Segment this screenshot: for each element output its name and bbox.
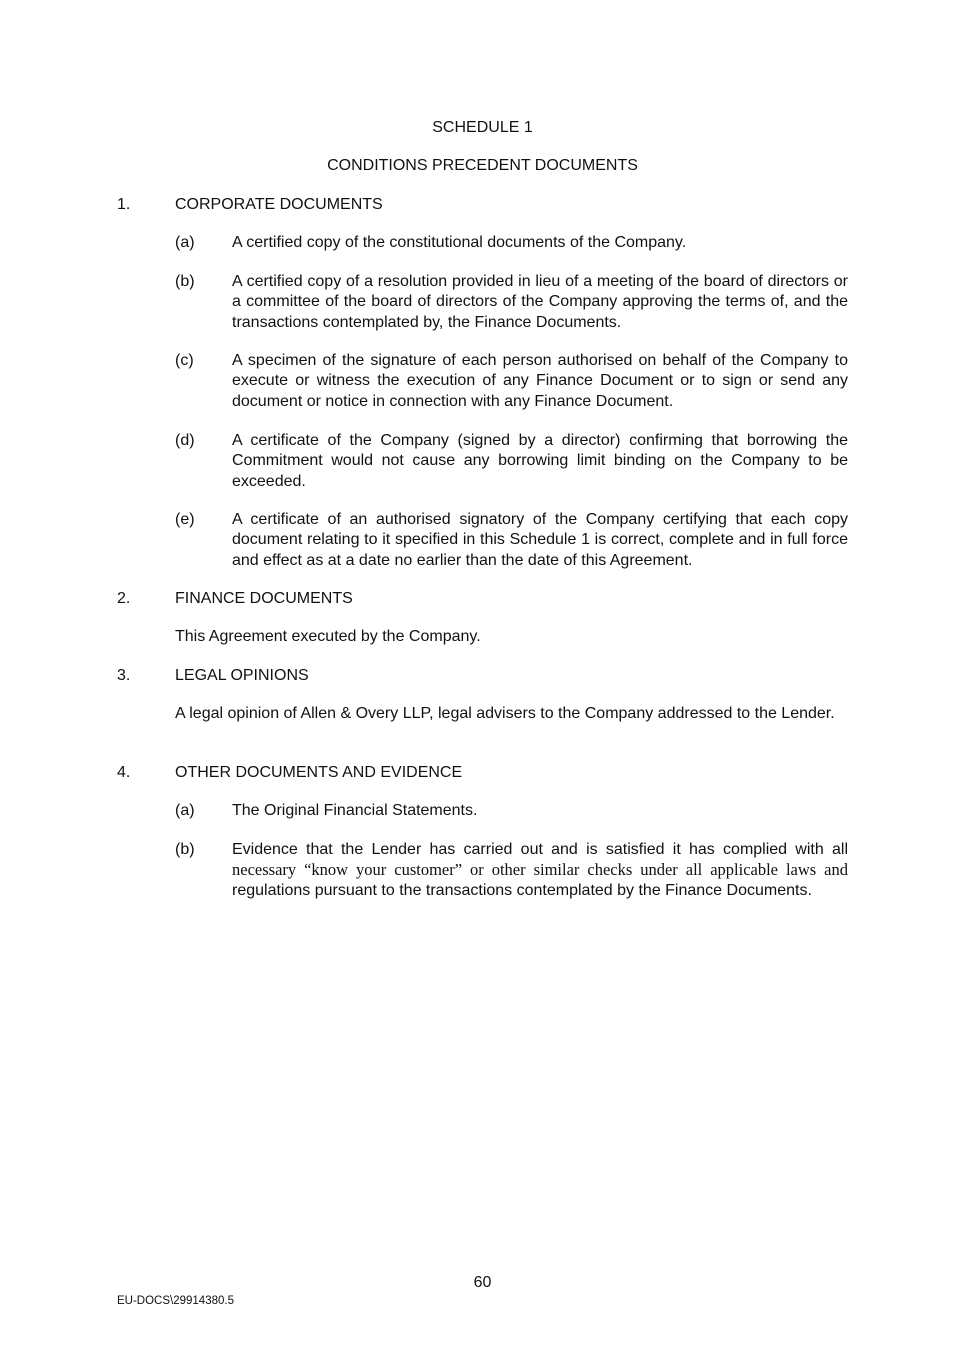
section-2-number: 2. [117,590,131,607]
section-1-item-e-text: A certificate of an authorised signatory of the Company certifying that each copy document relating to it specified in this Schedule 1 is correct, complete and in full force and effect as at a date no earlier than the date of this Agreement. [232,511,848,569]
section-3-number: 3. [117,667,131,684]
section-3-paragraph: A legal opinion of Allen & Overy LLP, legal advisers to the Company addressed to the Lender. [175,705,835,722]
section-1-number: 1. [117,196,131,213]
section-2-paragraph: This Agreement executed by the Company. [175,628,481,645]
section-4-item-b-line-1: Evidence that the Lender has carried out and is satisfied it has complied with all [232,841,848,858]
section-1-item-b-text: A certified copy of a resolution provided in lieu of a meeting of the board of directors or a committee of the board of directors of the Company approving the terms of, and the transactions contemplated by, the Finance Documents. [232,273,848,331]
section-4-item-a-text: The Original Financial Statements. [232,802,478,819]
page-number: 60 [473,1274,492,1291]
section-4-item-b-line-3: regulations pursuant to the transactions contemplated by the Finance Documents. [232,881,812,899]
section-1-item-e-label: (e) [175,511,195,528]
section-1-item-d-text: A certificate of the Company (signed by a director) confirming that borrowing the Commitment would not cause any borrowing limit binding on the Company to be exceeded. [232,432,848,490]
section-4-item-b-label: (b) [175,841,195,858]
section-2-title: FINANCE DOCUMENTS [175,590,353,607]
section-1-item-a-text: A certified copy of the constitutional documents of the Company. [232,234,687,251]
section-1-item-d-label: (d) [175,432,195,449]
section-4-item-b-line-2: necessary “know your customer” or other similar checks under all applicable laws and [232,860,848,880]
section-4-number: 4. [117,764,131,781]
section-1-item-c-label: (c) [175,352,194,369]
document-reference: EU-DOCS\29914380.5 [117,1295,234,1307]
schedule-subtitle: CONDITIONS PRECEDENT DOCUMENTS [327,157,638,174]
schedule-title: SCHEDULE 1 [432,119,533,136]
section-4-item-b-text [232,840,848,901]
section-3-title: LEGAL OPINIONS [175,667,309,684]
section-1-title: CORPORATE DOCUMENTS [175,196,383,213]
section-1-item-c-text: A specimen of the signature of each person authorised on behalf of the Company to execute or witness the execution of any Finance Document or to sign or send any document or notice in connection with any Finance Document. [232,352,848,410]
section-1-item-a-label: (a) [175,234,195,251]
section-1-item-b-label: (b) [175,273,195,290]
section-4-item-a-label: (a) [175,802,195,819]
section-4-title: OTHER DOCUMENTS AND EVIDENCE [175,764,463,781]
